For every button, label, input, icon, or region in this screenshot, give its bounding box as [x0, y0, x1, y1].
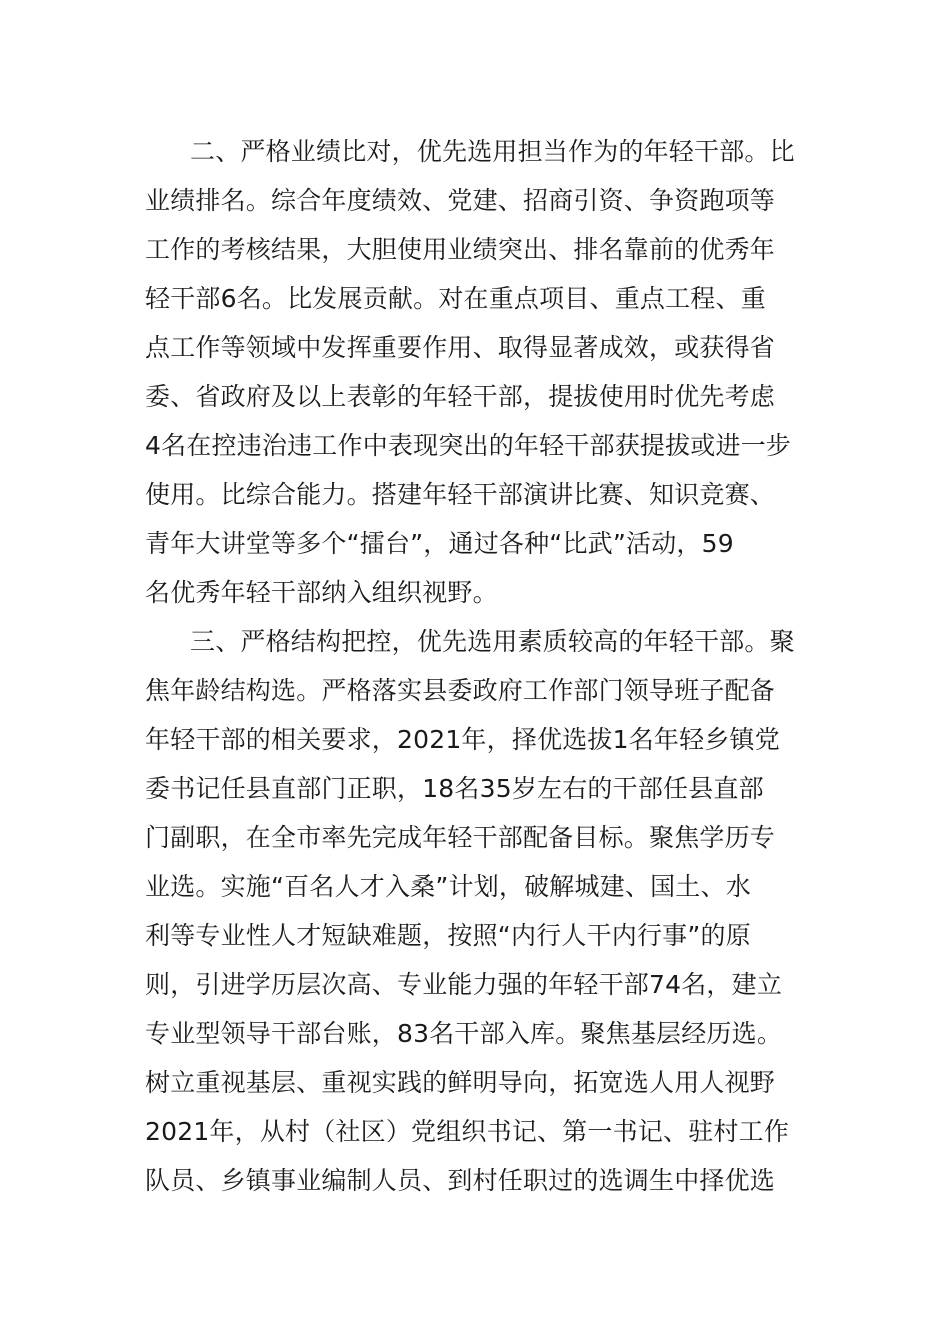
paragraph-1-line-9: 青年大讲堂等多个“擂台”，通过各种“比武”活动，59 — [145, 529, 734, 558]
paragraph-1-line-7: 4名在控违治违工作中表现突出的年轻干部获提拔或进一步 — [145, 431, 792, 460]
paragraph-1-line-5: 点工作等领域中发挥重要作用、取得显著成效，或获得省 — [145, 333, 776, 362]
paragraph-2-line-2: 焦年龄结构选。严格落实县委政府工作部门领导班子配备 — [145, 676, 776, 705]
paragraph-2-line-8: 则，引进学历层次高、专业能力强的年轻干部74名，建立 — [145, 970, 783, 999]
paragraph-1-line-4: 轻干部6名。比发展贡献。对在重点项目、重点工程、重 — [145, 284, 766, 313]
paragraph-2-line-1: 三、严格结构把控，优先选用素质较高的年轻干部。聚 — [190, 627, 795, 656]
paragraph-2-line-5: 门副职，在全市率先完成年轻干部配备目标。聚焦学历专 — [145, 823, 776, 852]
paragraph-1-line-1: 二、严格业绩比对，优先选用担当作为的年轻干部。比 — [190, 137, 795, 166]
paragraph-1-line-8: 使用。比综合能力。搭建年轻干部演讲比赛、知识竞赛、 — [145, 480, 776, 509]
paragraph-2-line-4: 委书记任县直部门正职，18名35岁左右的干部任县直部 — [145, 774, 764, 803]
paragraph-1-line-6: 委、省政府及以上表彰的年轻干部，提拔使用时优先考虑 — [145, 382, 776, 411]
paragraph-2-line-11: 2021年，从村（社区）党组织书记、第一书记、驻村工作 — [145, 1117, 790, 1146]
paragraph-2-line-9: 专业型领导干部台账，83名干部入库。聚焦基层经历选。 — [145, 1019, 783, 1048]
paragraph-1-line-2: 业绩排名。综合年度绩效、党建、招商引资、争资跑项等 — [145, 186, 776, 215]
paragraph-2-line-6: 业选。实施“百名人才入桑”计划，破解城建、国土、水 — [145, 872, 751, 901]
paragraph-1-line-3: 工作的考核结果，大胆使用业绩突出、排名靠前的优秀年 — [145, 235, 776, 264]
paragraph-2-line-7: 利等专业性人才短缺难题，按照“内行人干内行事”的原 — [145, 921, 751, 950]
paragraph-2-line-3: 年轻干部的相关要求，2021年，择优选拔1名年轻乡镇党 — [145, 725, 780, 754]
paragraph-1-line-10: 名优秀年轻干部纳入组织视野。 — [145, 578, 498, 607]
paragraph-2-line-12: 队员、乡镇事业编制人员、到村任职过的选调生中择优选 — [145, 1166, 776, 1195]
paragraph-2-line-10: 树立重视基层、重视实践的鲜明导向，拓宽选人用人视野 — [145, 1068, 776, 1097]
